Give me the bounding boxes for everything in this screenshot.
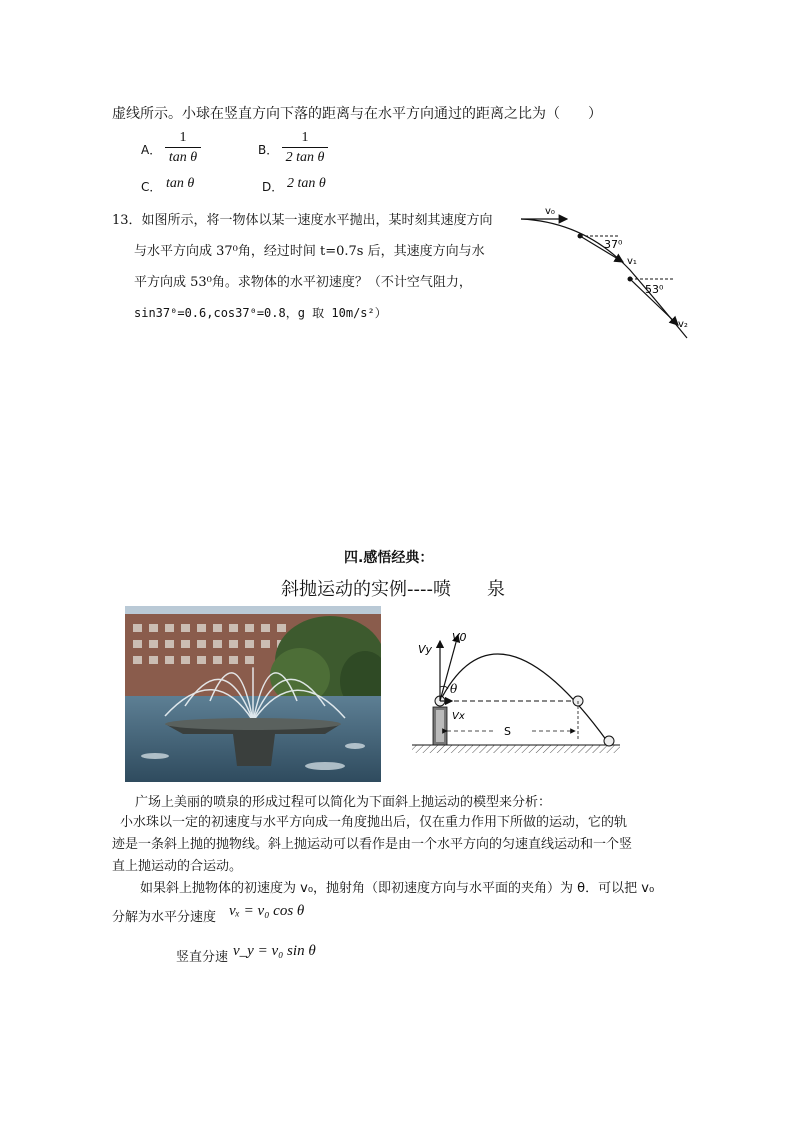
v0-label: V0 — [452, 631, 467, 644]
q13-line-4: sin37⁰=0.6,cos37⁰=0.8，g 取 10m/s²） — [134, 306, 387, 320]
q13-line-2: 与水平方向成 37⁰角，经过时间 t=0.7s 后，其速度方向与水 — [134, 244, 485, 259]
fig-angle2-label: 53⁰ — [645, 283, 664, 296]
q12-option-d-value: 2 tan θ — [287, 176, 326, 191]
paragraph-2-line-2: 迹是一条斜上抛的抛物线。斜上抛运动可以看作是由一个水平方向的匀速直线运动和一个竖 — [112, 837, 633, 852]
fig-angle1-label: 37⁰ — [604, 238, 623, 251]
vy-label: Vy — [418, 643, 433, 656]
q12-option-a-label: A． — [141, 143, 162, 157]
q12-option-b-denominator: 2 tan θ — [285, 150, 325, 165]
paragraph-3-prefix: 分解为水平分速度 — [112, 910, 217, 925]
ground-hatch — [412, 745, 620, 753]
q12-option-b-numerator: 1 — [301, 130, 309, 145]
q12-option-a-denominator: tan θ — [168, 150, 198, 165]
paragraph-3-line-1: 如果斜上抛物体的初速度为 v₀，抛射角（即初速度方向与水平面的夹角）为 θ．可以把 v₀ — [140, 881, 655, 896]
projectile-diagram — [412, 615, 620, 755]
q12-option-d-label: D． — [262, 180, 284, 194]
q12-option-b-label: B． — [258, 143, 279, 157]
vx-label: Vx — [452, 711, 465, 722]
q12-option-b-fraction — [282, 130, 328, 166]
q12-option-a-fraction — [165, 130, 201, 166]
fig-v1-label: v₁ — [627, 256, 637, 267]
fig-v2-label: v₂ — [678, 319, 688, 330]
paragraph-2-line-1: 小水珠以一定的初速度与水平方向成一角度抛出后，仅在重力作用下所做的运动，它的轨 — [120, 815, 628, 830]
q13-trajectory-figure — [515, 200, 700, 340]
paragraph-1: 广场上美丽的喷泉的形成过程可以简化为下面斜上抛运动的模型来分析： — [135, 795, 552, 810]
s-label: S — [504, 725, 511, 738]
equation-vy: v_y = v₀ sin θ — [233, 943, 316, 959]
q12-option-c-label: C． — [141, 180, 162, 194]
q13-line-3: 平方向成 53⁰角。求物体的水平初速度？（不计空气阻力， — [134, 275, 472, 290]
q12-stem: 虚线所示。小球在竖直方向下落的距离与在水平方向通过的距离之比为（ ） — [112, 106, 602, 122]
fig-v0-label: v₀ — [545, 206, 555, 217]
paragraph-2-line-3: 直上抛运动的合运动。 — [112, 859, 243, 874]
q13-line-1: 13．如图所示，将一物体以某一速度水平抛出，某时刻其速度方向 — [112, 213, 493, 228]
q12-option-c-value: tan θ — [166, 176, 195, 191]
q12-option-a-numerator: 1 — [179, 130, 187, 145]
paragraph-4-prefix: 竖直分速 — [176, 950, 229, 965]
section-heading: 四.感悟经典： — [344, 550, 434, 566]
end-ball — [604, 736, 614, 746]
section-subtitle: 斜抛运动的实例----喷 泉 — [281, 579, 505, 600]
equation-vx: vₓ = v₀ cos θ — [229, 903, 305, 919]
fountain-photo — [125, 606, 381, 782]
theta-label: θ — [450, 682, 458, 696]
nozzle-highlight — [436, 710, 444, 742]
